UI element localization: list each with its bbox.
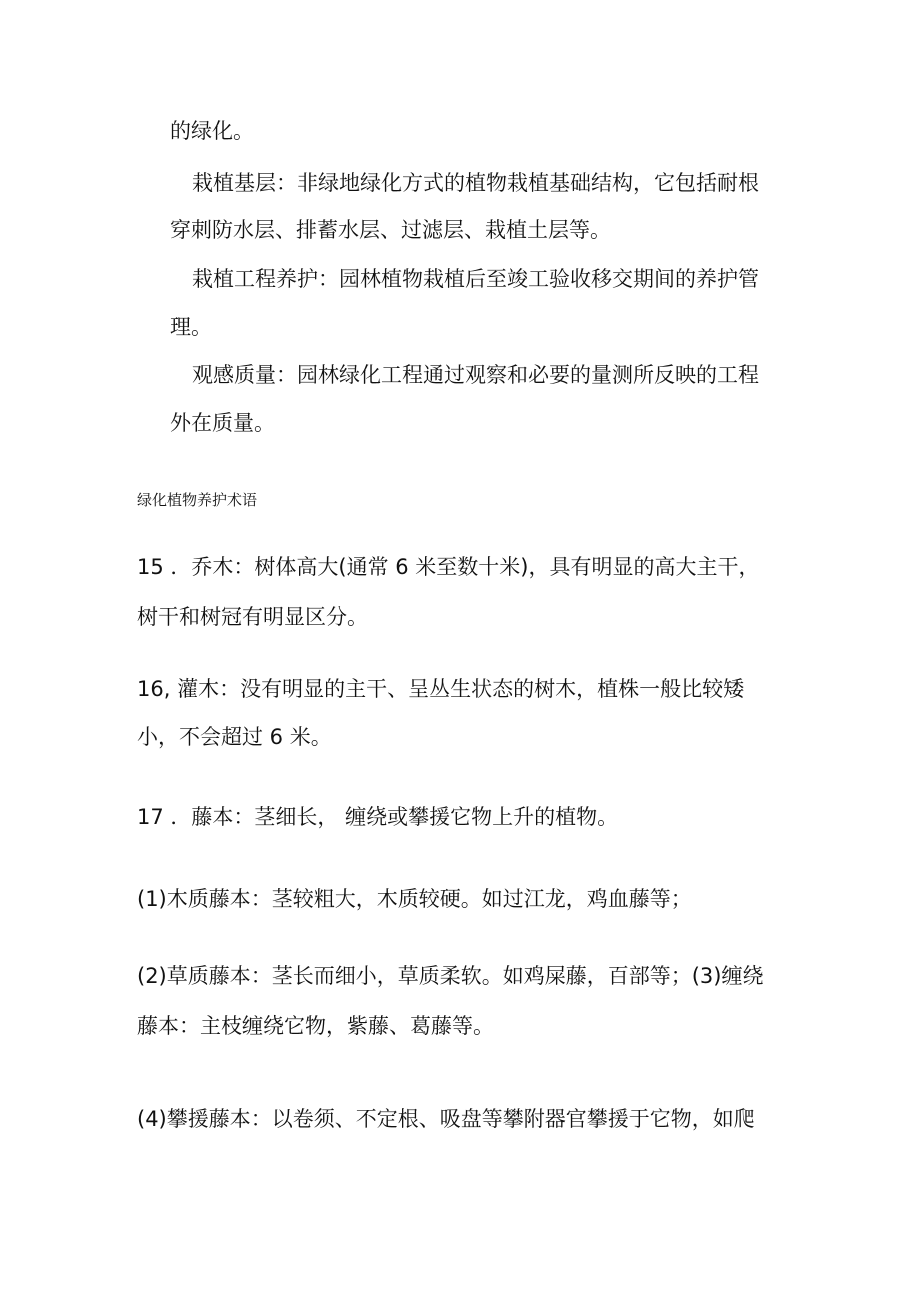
- text-line: 观感质量：园林绿化工程通过观察和必要的量测所反映的工程: [192, 363, 759, 387]
- text-line: 的绿化。: [170, 119, 254, 143]
- text-line: 小，不会超过 6 米。: [137, 725, 332, 749]
- list-item: (2)草质藤本：茎长而细小，草质柔软。如鸡屎藤，百部等；(3)缠绕: [137, 964, 764, 988]
- list-item: (1)木质藤本：茎较粗大，木质较硬。如过江龙，鸡血藤等；: [137, 887, 692, 911]
- text-line: 树干和树冠有明显区分。: [137, 605, 368, 629]
- list-item: (4)攀援藤本：以卷须、不定根、吸盘等攀附器官攀援于它物，如爬: [137, 1107, 755, 1131]
- text-line: 理。: [170, 315, 212, 339]
- list-item: 17 ．藤本：茎细长， 缠绕或攀援它物上升的植物。: [137, 805, 619, 829]
- text-line: 栽植工程养护：园林植物栽植后至竣工验收移交期间的养护管: [192, 267, 759, 291]
- text-line: 外在质量。: [170, 411, 275, 435]
- list-item: 16, 灌木：没有明显的主干、呈丛生状态的树木，植株一般比较矮: [137, 677, 745, 701]
- text-line: 栽植基层：非绿地绿化方式的植物栽植基础结构，它包括耐根: [192, 171, 759, 195]
- list-item: 15 ．乔木：树体高大(通常 6 米至数十米)，具有明显的高大主干，: [137, 555, 760, 579]
- text-line: 藤本：主枝缠绕它物，紫藤、葛藤等。: [137, 1014, 494, 1038]
- text-line: 穿刺防水层、排蓄水层、过滤层、栽植土层等。: [170, 218, 611, 242]
- section-heading: 绿化植物养护术语: [137, 491, 258, 509]
